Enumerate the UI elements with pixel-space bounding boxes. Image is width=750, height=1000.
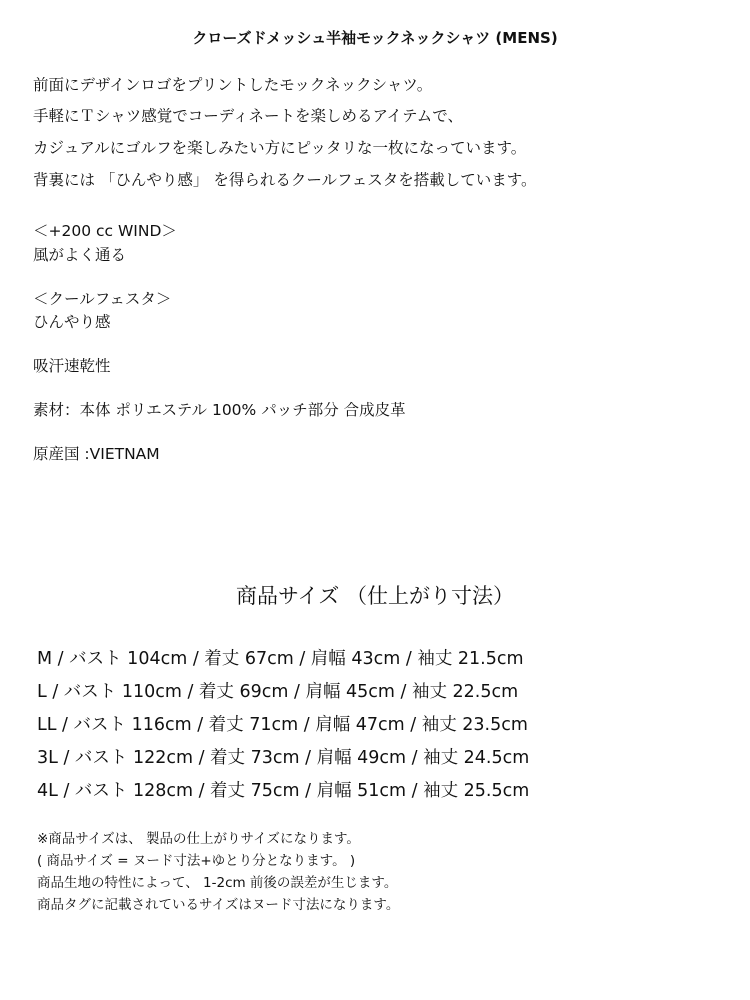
- size-row: LL / バスト 116cm / 着丈 71cm / 肩幅 47cm / 袖丈 23.5cm: [37, 715, 528, 735]
- description-line: カジュアルにゴルフを楽しみたい方にピッタリな一枚になっています。: [33, 139, 527, 157]
- origin-info: 原産国 :VIETNAM: [33, 445, 160, 463]
- size-note: 商品タグに記載されているサイズはヌード寸法になります。: [37, 897, 400, 913]
- cool-feature-text: ひんやり感: [33, 313, 111, 331]
- size-row: 4L / バスト 128cm / 着丈 75cm / 肩幅 51cm / 袖丈 25.5cm: [37, 781, 530, 801]
- page-title: クローズドメッシュ半袖モックネックシャツ (MENS): [192, 29, 558, 47]
- size-row: 3L / バスト 122cm / 着丈 73cm / 肩幅 49cm / 袖丈 24.5cm: [37, 748, 530, 768]
- description-line: 背裏には 「ひんやり感」 を得られるクールフェスタを搭載しています。: [33, 171, 537, 189]
- wind-feature-heading: ＜+200 cc WIND＞: [33, 222, 177, 240]
- description-line: 前面にデザインロゴをプリントしたモックネックシャツ。: [33, 76, 433, 94]
- wind-feature-text: 風がよく通る: [33, 246, 127, 264]
- size-note: 商品生地の特性によって、 1-2cm 前後の誤差が生じます。: [37, 875, 398, 891]
- size-note: ( 商品サイズ = ヌード寸法+ゆとり分となります。 ): [37, 853, 356, 869]
- size-row: M / バスト 104cm / 着丈 67cm / 肩幅 43cm / 袖丈 21.5cm: [37, 649, 524, 669]
- cool-feature-heading: ＜クールフェスタ＞: [33, 290, 172, 308]
- size-section-heading: 商品サイズ （仕上がり寸法）: [236, 584, 514, 608]
- size-note: ※商品サイズは、 製品の仕上がりサイズになります。: [37, 831, 360, 847]
- quick-dry-feature: 吸汗速乾性: [33, 357, 111, 375]
- description-line: 手軽にＴシャツ感覚でコーディネートを楽しめるアイテムで、: [33, 107, 463, 125]
- material-info: 素材：本体 ポリエステル 100% パッチ部分 合成皮革: [33, 401, 406, 419]
- size-row: L / バスト 110cm / 着丈 69cm / 肩幅 45cm / 袖丈 22.5cm: [37, 682, 519, 702]
